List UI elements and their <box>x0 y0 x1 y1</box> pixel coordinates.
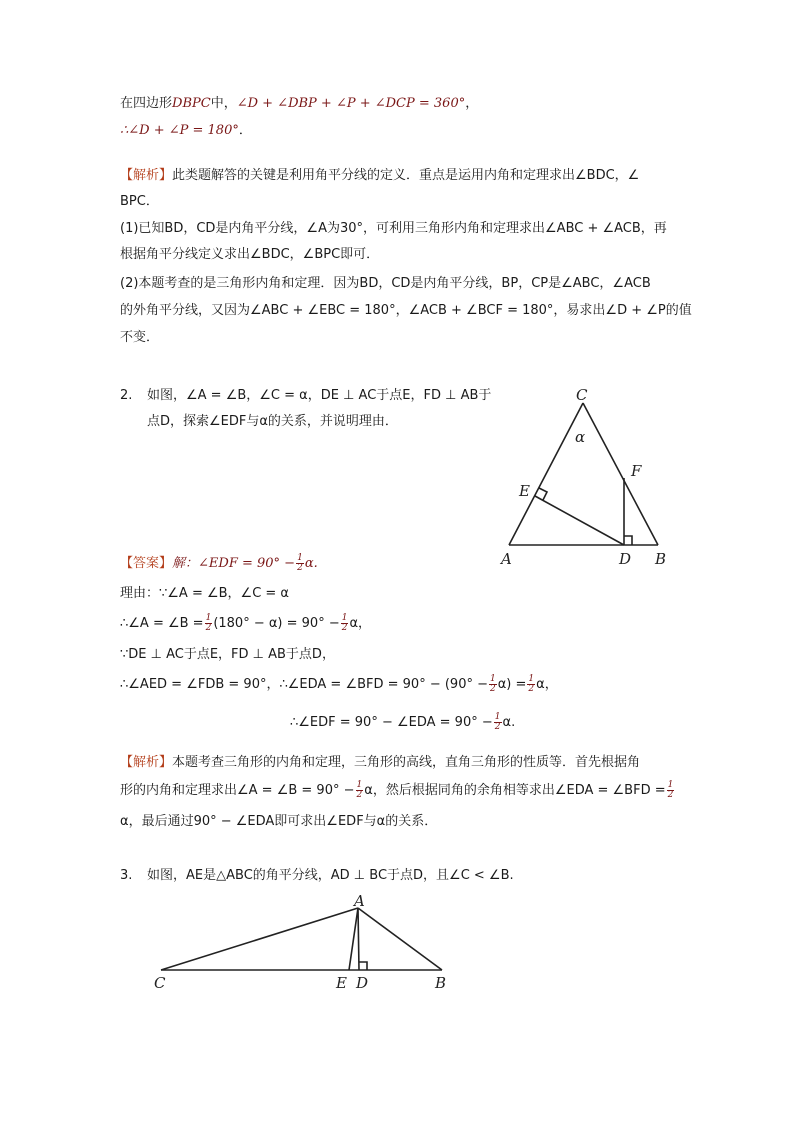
q2-figure <box>495 380 680 570</box>
q3-label-a: A <box>354 892 365 910</box>
q2-text2: 点D，探索∠EDF与α的关系，并说明理由． <box>147 414 398 429</box>
q2-r2: ∴∠A = ∠B = $\frac{1}{2}$ (180° − α) = 90° − $\frac{1}{2}$ α， <box>120 613 372 633</box>
q2-r4: ∴∠AED = ∠FDB = 90°，∴∠EDA = ∠BFD = 90° − (90° − $\frac{1}{2}$ α) = $\frac{1}{2}$ α， <box>120 674 558 694</box>
q2-label-e: E <box>519 482 530 500</box>
q2-a2: 形的内角和定理求出∠A = ∠B = 90° − $\frac{1}{2}$ α，然后根据同角的余角相等求出∠EDA = ∠BFD = $\frac{1}{2}$ <box>120 780 674 800</box>
s1-p2b: 的外角平分线，又因为∠ABC + ∠EBC = 180°，∠ACB + ∠BCF = 180°，易求出∠D + ∠P的值 <box>120 303 692 318</box>
q3-figure <box>148 890 458 998</box>
q2-r5: ∴∠EDF = 90° − ∠EDA = 90° − $\frac{1}{2}$ α. <box>290 712 516 732</box>
q2-label-b: B <box>655 550 667 568</box>
q3-label-b: B <box>435 974 447 992</box>
s1-analysis: 【解析】此类题解答的关键是利用角平分线的定义．重点是运用内角和定理求出∠BDC，∠ <box>120 168 640 183</box>
q2-a3: α，最后通过90° − ∠EDA即可求出∠EDF与α的关系． <box>120 814 438 829</box>
q2-label-f: F <box>631 462 642 480</box>
q3-number: 3. <box>120 868 133 883</box>
q2-r1: 理由：∵∠A = ∠B，∠C = α <box>120 586 290 601</box>
q3-text: 如图，AE是△ABC的角平分线，AD ⊥ BC于点D，且∠C < ∠B. <box>147 868 514 883</box>
q2-r3: ∵DE ⊥ AC于点E，FD ⊥ AB于点D， <box>120 647 335 662</box>
s1-p1: (1)已知BD，CD是内角平分线，∠A为30°，可利用三角形内角和定理求出∠ABC + ∠ACB，再 <box>120 221 667 236</box>
s1-p1b: 根据角平分线定义求出∠BDC，∠BPC即可． <box>120 247 380 262</box>
q2-answer: 【答案】解：∠EDF = 90° − $\frac{1}{2}$ α. <box>120 553 318 573</box>
s1-p2: (2)本题考查的是三角形内角和定理．因为BD，CD是内角平分线，BP，CP是∠ABC，∠ACB <box>120 276 651 291</box>
q2-analysis: 【解析】本题考查三角形的内角和定理，三角形的高线，直角三角形的性质等．首先根据角 <box>120 755 641 770</box>
s1-line1: 在四边形DBPC中，∠D + ∠DBP + ∠P + ∠DCP = 360°， <box>120 96 479 111</box>
s1-p2c: 不变． <box>120 330 160 345</box>
q2-label-c: C <box>576 386 588 404</box>
q3-label-d: D <box>356 974 369 992</box>
s1-line2: ∴∠D + ∠P = 180°． <box>120 123 252 138</box>
s1-analysis-cont: BPC． <box>120 194 159 209</box>
q2-label-alpha: α <box>575 428 586 446</box>
q2-label-d: D <box>619 550 632 568</box>
q2-text1: 如图，∠A = ∠B，∠C = α，DE ⊥ AC于点E，FD ⊥ AB于 <box>147 388 492 403</box>
q2-number: 2. <box>120 388 133 403</box>
q3-label-c: C <box>154 974 166 992</box>
q2-label-a: A <box>501 550 512 568</box>
q3-label-e: E <box>336 974 347 992</box>
